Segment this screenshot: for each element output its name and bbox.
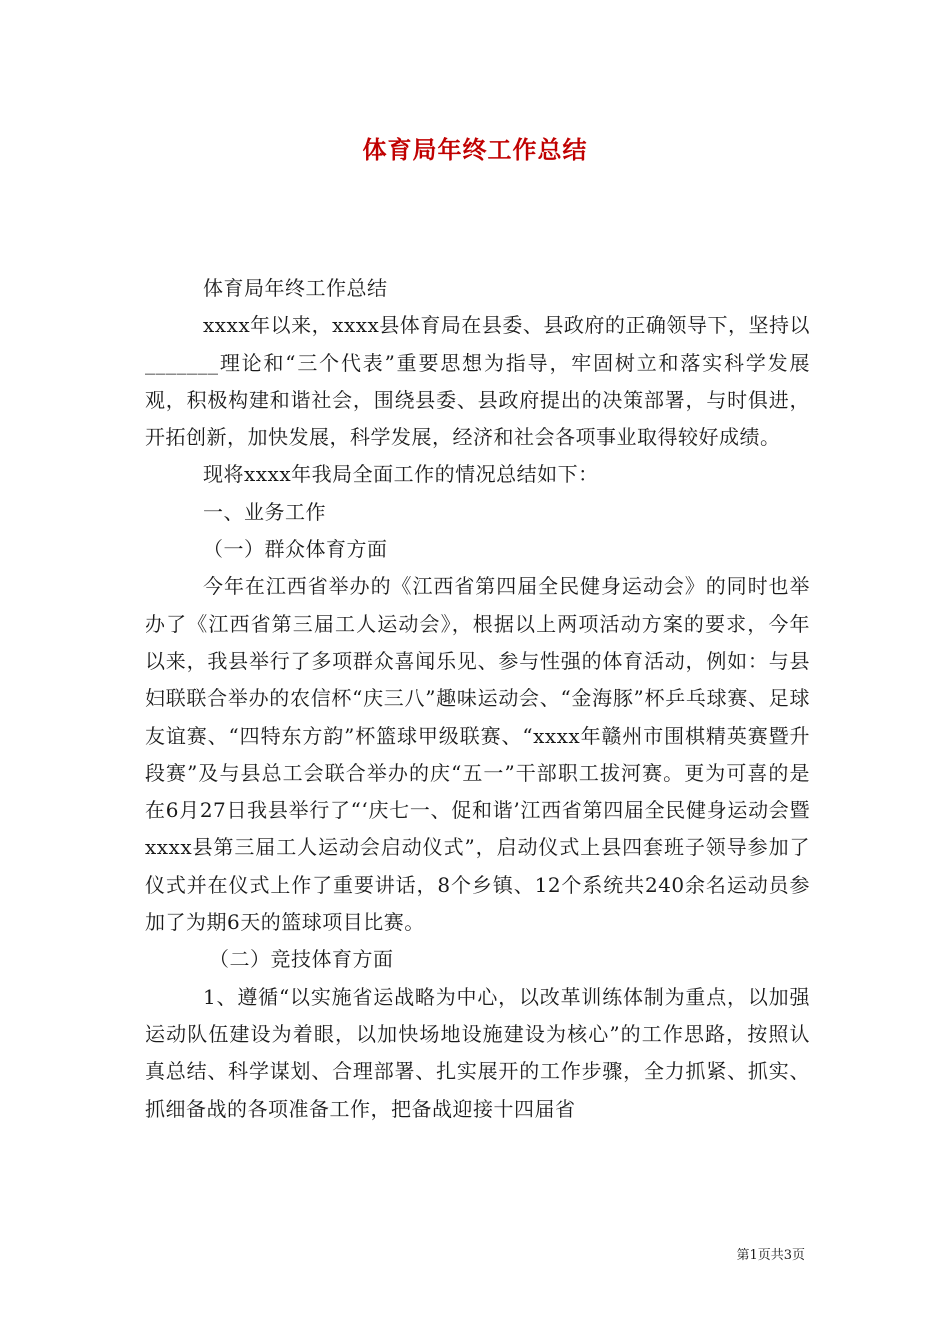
page-number: 第1页共3页 [736, 1248, 805, 1263]
paragraph-competitive-sports: 1、遵循“以实施省运战略为中心，以改革训练体制为重点，以加强运动队伍建设为着眼，以加快场地设施建设为核心”的工作思路，按照认真总结、科学谋划、合理部署、扎实展开的工作步骤，全力抓紧、抓实、抓细备战的各项准备工作，把备战迎接十四届省 [145, 984, 810, 1121]
paragraph-subtitle: 体育局年终工作总结 [203, 276, 388, 300]
document-body [145, 270, 810, 1128]
paragraph-mass-sports: 今年在江西省举办的《江西省第四届全民健身运动会》的同时也举办了《江西省第三届工人运动会》，根据以上两项活动方案的要求，今年以来，我县举行了多项群众喜闻乐见、参与性强的体育活动，例如：与县妇联联合举办的农信杯“庆三八”趣味运动会、“金海豚”杯乒乓球赛、足球友谊赛、“四特东方韵”杯篮球甲级联赛、“xxxx年赣州市围棋精英赛暨升段赛”及与县总工会联合举办的庆“五一”干部职工拔河赛。更为可喜的是在6月27日我县举行了“‘庆七一、促和谐’江西省第四届全民健身运动会暨xxxx县第三届工人运动会启动仪式”，启动仪式上县四套班子领导参加了仪式并在仪式上作了重要讲话，8个乡镇、12个系统共240余名运动员参加了为期6天的篮球项目比赛。 [145, 574, 810, 935]
subsection-heading-mass-sports: （一）群众体育方面 [203, 537, 388, 562]
document-title: 体育局年终工作总结 [362, 135, 588, 164]
subsection-heading-competitive-sports: （二）竞技体育方面 [209, 947, 394, 972]
section-heading-business: 一、业务工作 [203, 499, 326, 524]
paragraph-intro: xxxx年以来，xxxx县体育局在县委、县政府的正确领导下，坚持以_______理论和“三个代表”重要思想为指导，牢固树立和落实科学发展观，积极构建和谐社会，围绕县委、县政府提出的决策部署，与时俱进，开拓创新，加快发展，科学发展，经济和社会各项事业取得较好成绩。 [145, 313, 810, 450]
paragraph-summary-lead: 现将xxxx年我局全面工作的情况总结如下： [203, 462, 599, 487]
